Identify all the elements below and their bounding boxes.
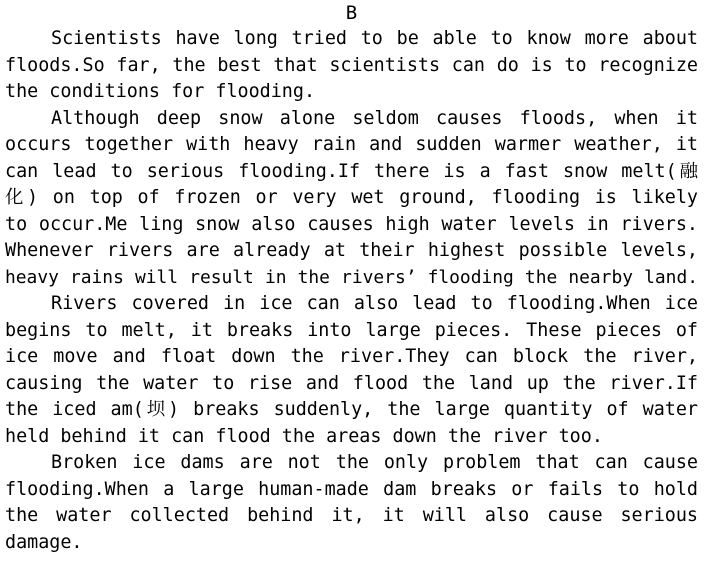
- text-line: Scientists have long tried to be able to know more about: [51, 28, 698, 49]
- paragraph-3: [5, 291, 698, 450]
- text-line: flooding.When a large human-made dam breaks or fails to hold: [5, 478, 698, 500]
- document-page: [5, 0, 698, 556]
- text-line: held behind it can flood the areas down the river too.: [5, 425, 603, 447]
- text-line: Although deep snow alone seldom causes floods, when it: [51, 107, 698, 129]
- text-line: 化) on top of frozen or very wet ground, flooding is likely: [5, 187, 698, 208]
- paragraph-1: [5, 26, 698, 106]
- text-line: Rivers covered in ice can also lead to flooding.When ice: [51, 293, 698, 314]
- text-line: causing the water to rise and flood the land up the river.If: [5, 372, 698, 394]
- section-title: B: [345, 2, 358, 24]
- text-line: the water collected behind it, it will also cause serious: [5, 505, 698, 526]
- text-line: the iced am(坝) breaks suddenly, the large quantity of water: [5, 399, 698, 420]
- text-line: Broken ice dams are not the only problem that can cause: [51, 452, 698, 473]
- paragraph-4: [5, 450, 698, 556]
- text-line: floods.So far, the best that scientists can do is to recognize: [5, 54, 698, 76]
- text-line: begins to melt, it breaks into large pieces. These pieces of: [5, 319, 698, 341]
- text-line: ice move and float down the river.They can block the river,: [5, 346, 698, 367]
- text-line: the conditions for flooding.: [5, 81, 316, 102]
- text-line: Whenever rivers are already at their highest possible levels,: [5, 240, 698, 261]
- text-line: damage.: [5, 531, 83, 553]
- text-line: heavy rains will result in the rivers’ flooding the nearby land.: [5, 266, 698, 288]
- text-line: occurs together with heavy rain and sudden warmer weather, it: [5, 134, 698, 155]
- text-line: to occur.Me ling snow also causes high water levels in rivers.: [5, 213, 698, 235]
- paragraph-2: [5, 106, 698, 292]
- text-line: can lead to serious flooding.If there is a fast snow melt(融: [5, 160, 698, 182]
